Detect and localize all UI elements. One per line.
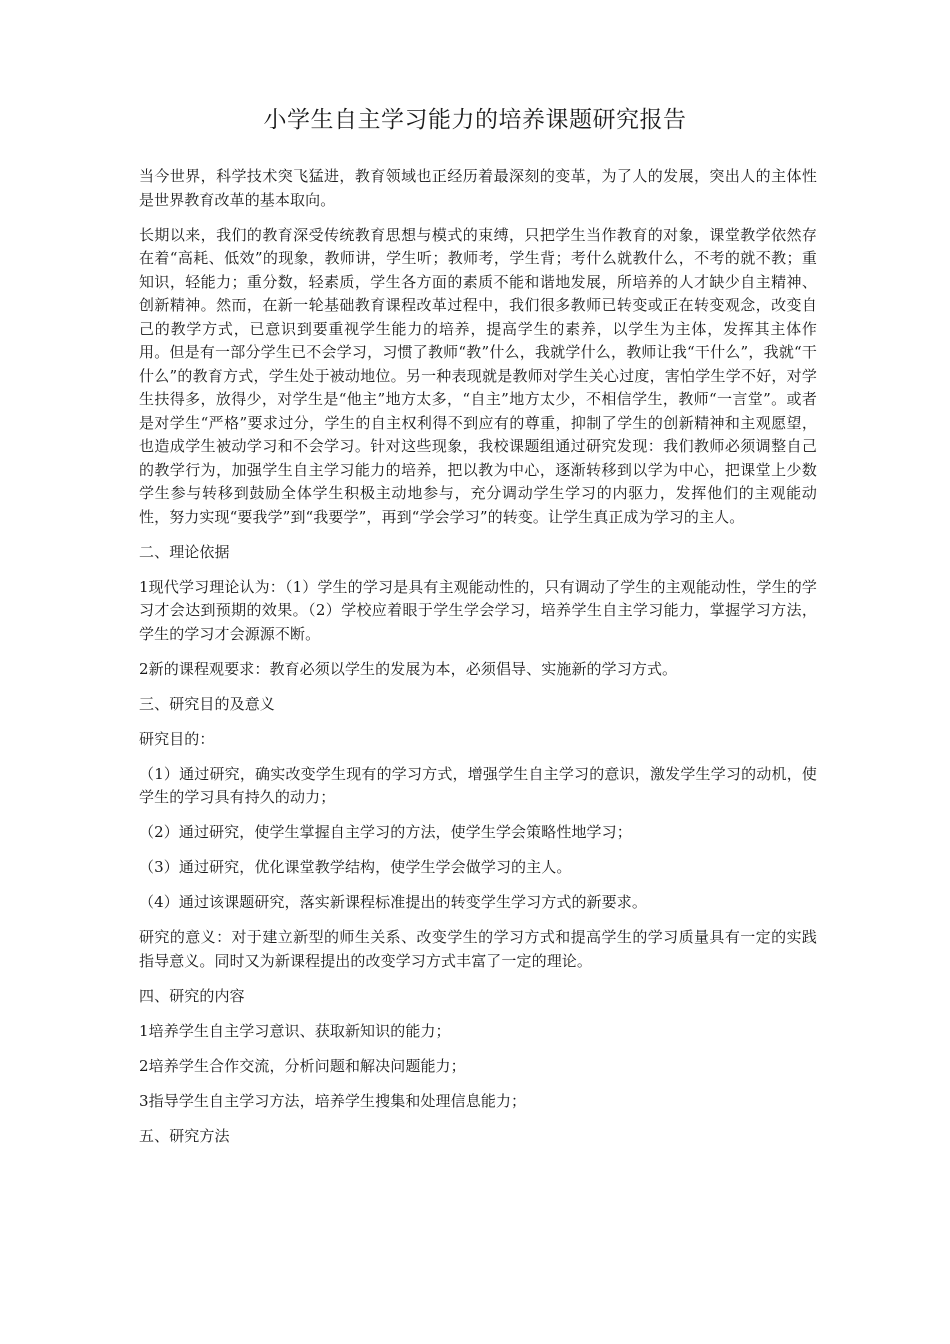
paragraph-theory-2: 2新的课程观要求：教育必须以学生的发展为本，必须倡导、实施新的学习方式。	[139, 659, 678, 678]
section-heading-purpose: 三、研究目的及意义	[139, 694, 275, 713]
section-heading-method: 五、研究方法	[139, 1126, 230, 1145]
paragraph-content-1: 1培养学生自主学习意识、获取新知识的能力；	[139, 1021, 451, 1040]
paragraph-purpose-3: （3）通过研究，优化课堂教学结构，使学生学会做学习的主人。	[139, 858, 572, 876]
paragraph-significance: 研究的意义：对于建立新型的师生关系、改变学生的学习方式和提高学生的学习质量具有一定的实践指导意义。同时又为新课程提出的改变学习方式丰富了一定的理论。	[139, 928, 817, 970]
paragraph-intro: 当今世界，科学技术突飞猛进，教育领域也正经历着最深刻的变革，为了人的发展，突出人的主体性是世界教育改革的基本取向。	[139, 167, 817, 209]
document-body	[137, 165, 817, 1160]
document-title: 小学生自主学习能力的培养课题研究报告	[263, 107, 687, 133]
paragraph-content-2: 2培养学生合作交流，分析问题和解决问题能力；	[139, 1056, 466, 1075]
paragraph-purpose-2: （2）通过研究，使学生掌握自主学习的方法，使学生学会策略性地学习；	[139, 823, 632, 841]
paragraph-theory-1: 1现代学习理论认为：（1）学生的学习是具有主观能动性的，只有调动了学生的主观能动性，学生的学习才会达到预期的效果。（2）学校应着眼于学生学会学习，培养学生自主学习能力，掌握学习方法，学生的学习才会源源不断。	[139, 577, 817, 643]
section-heading-theory: 二、理论依据	[139, 542, 230, 561]
paragraph-purpose-1: （1）通过研究，确实改变学生现有的学习方式，增强学生自主学习的意识，激发学生学习的动机，使学生的学习具有持久的动力；	[139, 764, 817, 806]
paragraph-background: 长期以来，我们的教育深受传统教育思想与模式的束缚，只把学生当作教育的对象，课堂教学依然存在着“高耗、低效”的现象，教师讲，学生听；教师考，学生背；考什么就教什么，不考的就不教；重知识，轻能力；重分数，轻素质，学生各方面的素质不能和谐地发展，所培养的人才缺少自主精神、创新精神。然而，在新一轮基础教育课程改革过程中，我们很多教师已转变或正在转变观念，改变自己的教学方式，已意识到要重视学生能力的培养，提高学生的素养，以学生为主体，发挥其主体作用。但是有一部分学生已不会学习，习惯了教师“教”什么，我就学什么，教师让我“干什么”，我就“干什么”的教育方式，学生处于被动地位。另一种表现就是教师对学生关心过度，害怕学生学不好，对学生扶得多，放得少，对学生是“他主”地方太多，“自主”地方太少，不相信学生，教师“一言堂”。或者是对学生“严格”要求过分，学生的自主权利得不到应有的尊重，抑制了学生的创新精神和主观愿望，也造成学生被动学习和不会学习。针对这些现象，我校课题组通过研究发现：我们教师必须调整自己的教学行为，加强学生自主学习能力的培养，把以教为中心，逐渐转移到以学为中心，把课堂上少数学生参与转移到鼓励全体学生积极主动地参与，充分调动学生学习的内驱力，发挥他们的主观能动性，努力实现“要我学”到“我要学”，再到“学会学习”的转变。让学生真正成为学习的主人。	[139, 225, 817, 526]
section-heading-content: 四、研究的内容	[139, 986, 245, 1005]
paragraph-content-3: 3指导学生自主学习方法，培养学生搜集和处理信息能力；	[139, 1091, 527, 1110]
paragraph-purpose-4: （4）通过该课题研究，落实新课程标准提出的转变学生学习方式的新要求。	[139, 893, 647, 911]
paragraph-purpose-label: 研究目的：	[139, 729, 215, 748]
